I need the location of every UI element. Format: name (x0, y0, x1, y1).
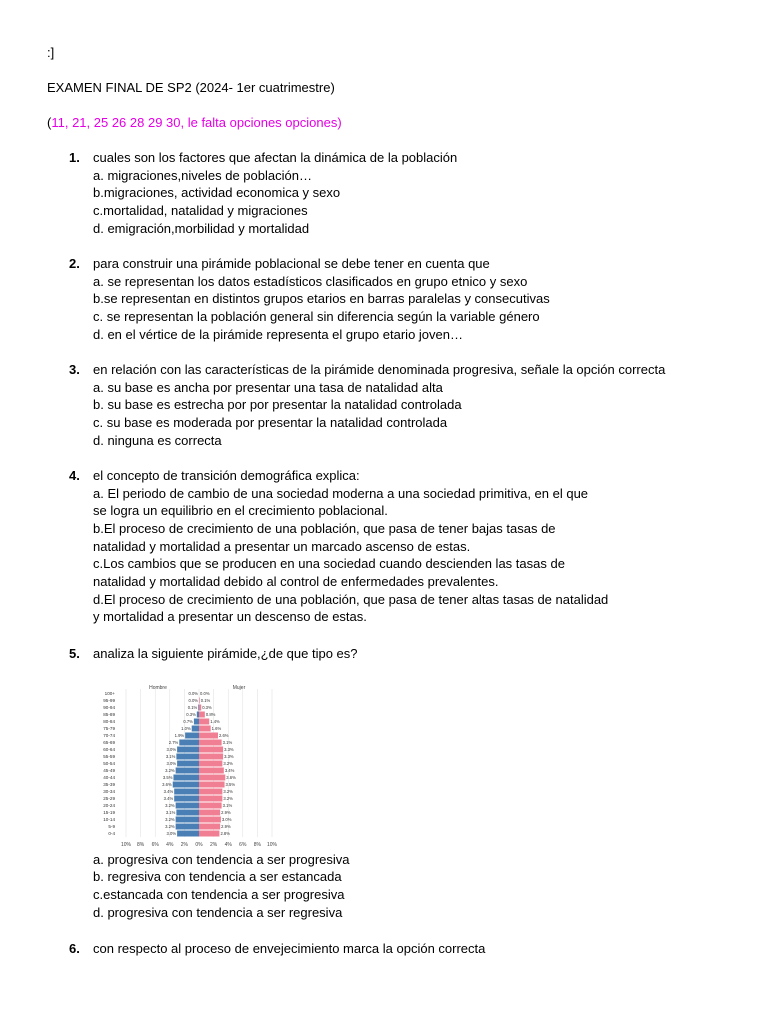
question-number: 6. (69, 941, 80, 956)
male-bar (197, 712, 199, 718)
header-note (47, 115, 342, 131)
male-value-label: 0.1% (187, 705, 198, 710)
male-bar (177, 747, 199, 753)
answer-option: d. emigración,morbilidad y mortalidad (93, 221, 310, 236)
answer-option: b. su base es estrecha por por presentar la natalidad controlada (93, 397, 462, 412)
answer-option: d.El proceso de crecimiento de una población, que pasa de tener altas tasas de natalidad (93, 592, 609, 607)
female-bar (199, 789, 222, 795)
female-bar (199, 698, 200, 704)
male-bar (192, 726, 199, 732)
male-value-label: 3.5% (162, 775, 173, 780)
answer-option: b.se representan en distintos grupos etarios en barras paralelas y consecutivas (93, 291, 550, 306)
age-group-label: 80-84 (103, 719, 115, 724)
answer-option: a. se representan los datos estadísticos clasificados en grupo etnico y sexo (93, 274, 528, 289)
question-text: analiza la siguiente pirámide,¿de que tipo es? (93, 646, 358, 661)
female-value-label: 0.3% (202, 705, 212, 710)
male-value-label: 3.4% (163, 796, 174, 801)
question-text: cuales son los factores que afectan la dinámica de la población (93, 150, 458, 165)
answer-option: c.estancada con tendencia a ser progresiva (93, 887, 345, 902)
age-group-label: 90-94 (103, 705, 115, 710)
male-value-label: 0.0% (188, 691, 198, 696)
answer-option: natalidad y mortalidad debido al control de enfermedades prevalentes. (93, 574, 499, 589)
answer-option: a. El periodo de cambio de una sociedad moderna a una sociedad primitiva, en el que (93, 486, 589, 501)
female-bar (199, 831, 219, 837)
x-tick-label: 8% (136, 842, 145, 848)
male-value-label: 3.2% (165, 768, 175, 773)
note-text: 11, 21, 25 26 28 29 30, le falta opciones opciones) (51, 115, 342, 130)
question-text: el concepto de transición demográfica explica: (93, 468, 360, 483)
male-value-label: 2.7% (168, 740, 179, 745)
x-tick-label: 0% (195, 842, 203, 848)
female-value-label: 3.1% (222, 740, 233, 745)
left-side-label: Hombre (149, 685, 167, 691)
male-bar (173, 775, 199, 781)
male-bar (185, 733, 199, 739)
male-bar (174, 789, 199, 795)
age-group-label: 85-89 (103, 712, 115, 717)
answer-option: b. regresiva con tendencia a ser estancada (93, 869, 342, 884)
answer-option: c.Los cambios que se producen en una sociedad cuando descienden las tasas de (93, 556, 565, 571)
male-bar (176, 803, 199, 809)
x-tick-label: 2% (209, 842, 218, 848)
male-value-label: 1.9% (174, 733, 185, 738)
question-number: 2. (69, 256, 80, 271)
female-bar (199, 796, 222, 802)
answer-option: b.migraciones, actividad economica y sexo (93, 185, 341, 200)
female-value-label: 3.6% (226, 775, 236, 780)
female-bar (199, 803, 222, 809)
female-value-label: 3.1% (222, 803, 233, 808)
female-value-label: 2.6% (218, 733, 229, 738)
x-tick-label: 8% (253, 842, 262, 848)
age-group-label: 70-74 (103, 733, 115, 738)
age-group-label: 60-64 (103, 747, 115, 752)
female-value-label: 3.2% (223, 796, 233, 801)
male-value-label: 3.2% (165, 824, 175, 829)
male-bar (177, 831, 199, 837)
question-text: en relación con las características de la pirámide denominada progresiva, señale la opción correcta (93, 362, 666, 377)
female-value-label: 0.0% (200, 691, 210, 696)
answer-option: y mortalidad a presentar un descenso de estas. (93, 609, 367, 624)
male-bar (176, 768, 199, 774)
answer-option: a. migraciones,niveles de población… (93, 168, 312, 183)
female-bar (199, 740, 222, 746)
female-bar (199, 733, 218, 739)
male-bar (176, 817, 199, 823)
question-number: 1. (69, 150, 80, 165)
female-value-label: 2.9% (221, 824, 231, 829)
male-value-label: 3.1% (165, 810, 176, 815)
female-value-label: 0.1% (200, 698, 211, 703)
female-bar (199, 824, 220, 830)
male-bar (194, 719, 199, 725)
female-bar (199, 775, 225, 781)
header-marker: :] (47, 45, 55, 60)
female-bar (199, 761, 222, 767)
male-bar (176, 810, 199, 816)
answer-option: c.mortalidad, natalidad y migraciones (93, 203, 308, 218)
answer-option: natalidad y mortalidad a presentar un marcado ascenso de estas. (93, 539, 471, 554)
answer-option: a. su base es ancha por presentar una tasa de natalidad alta (93, 380, 443, 395)
pyramid-svg (93, 678, 283, 850)
age-group-label: 55-59 (103, 754, 115, 759)
female-value-label: 3.4% (224, 768, 235, 773)
male-bar (176, 754, 199, 760)
answer-option: c. se representan la población general sin diferencia según la variable género (93, 309, 540, 324)
male-value-label: 0.0% (188, 698, 198, 703)
female-bar (199, 817, 221, 823)
exam-title: EXAMEN FINAL DE SP2 (2024- 1er cuatrimestre) (47, 80, 335, 95)
question-number: 5. (69, 646, 80, 661)
male-value-label: 3.2% (165, 803, 175, 808)
female-value-label: 3.3% (224, 747, 234, 752)
male-value-label: 3.6% (162, 782, 172, 787)
x-tick-label: 6% (151, 842, 159, 848)
x-tick-label: 10% (266, 842, 278, 848)
male-value-label: 3.0% (166, 831, 177, 836)
male-bar (174, 796, 199, 802)
female-value-label: 3.2% (223, 789, 233, 794)
male-bar (179, 740, 199, 746)
female-value-label: 3.5% (225, 782, 236, 787)
x-tick-label: 4% (224, 842, 232, 848)
age-group-label: 0-4 (108, 831, 115, 836)
male-value-label: 3.1% (165, 754, 176, 759)
answer-option: c. su base es moderada por presentar la natalidad controlada (93, 415, 448, 430)
age-group-label: 35-39 (103, 782, 115, 787)
note-open-paren: ( (47, 115, 52, 130)
age-group-label: 20-24 (103, 803, 115, 808)
age-group-label: 50-54 (103, 761, 115, 766)
age-group-label: 95-99 (103, 698, 115, 703)
answer-option: d. ninguna es correcta (93, 433, 222, 448)
female-bar (199, 705, 201, 711)
x-tick-label: 6% (239, 842, 247, 848)
answer-option: d. en el vértice de la pirámide representa el grupo etario joven… (93, 327, 463, 342)
age-group-label: 15-19 (103, 810, 115, 815)
female-bar (199, 747, 223, 753)
age-group-label: 75-79 (103, 726, 115, 731)
x-tick-label: 10% (120, 842, 132, 848)
female-bar (199, 768, 224, 774)
female-bar (199, 754, 223, 760)
male-bar (176, 824, 199, 830)
answer-option: b.El proceso de crecimiento de una población, que pasa de tener bajas tasas de (93, 521, 556, 536)
male-value-label: 0.7% (183, 719, 193, 724)
question-number: 4. (69, 468, 80, 483)
x-tick-label: 4% (166, 842, 174, 848)
answer-option: se logra un equilibrio en el crecimiento poblacional. (93, 503, 388, 518)
male-value-label: 0.3% (186, 712, 196, 717)
female-value-label: 3.0% (221, 817, 232, 822)
age-group-label: 65-69 (103, 740, 115, 745)
age-group-label: 100+ (104, 691, 115, 696)
question-text: para construir una pirámide poblacional se debe tener en cuenta que (93, 256, 490, 271)
male-value-label: 1.0% (181, 726, 191, 731)
female-value-label: 1.6% (211, 726, 222, 731)
female-bar (199, 712, 205, 718)
female-bar (199, 719, 209, 725)
age-group-label: 5-9 (108, 824, 115, 829)
female-value-label: 3.3% (224, 754, 234, 759)
age-group-label: 40-44 (103, 775, 115, 780)
answer-option: d. progresiva con tendencia a ser regresiva (93, 905, 343, 920)
female-bar (199, 810, 220, 816)
male-value-label: 3.0% (166, 761, 177, 766)
female-value-label: 3.2% (223, 761, 233, 766)
female-value-label: 2.8% (220, 831, 230, 836)
male-value-label: 3.4% (163, 789, 174, 794)
female-value-label: 2.9% (221, 810, 231, 815)
x-tick-label: 2% (180, 842, 189, 848)
age-group-label: 45-49 (103, 768, 115, 773)
age-group-label: 30-34 (103, 789, 115, 794)
question-text: con respecto al proceso de envejecimiento marca la opción correcta (93, 941, 486, 956)
population-pyramid-chart (93, 678, 283, 850)
female-bar (199, 726, 211, 732)
female-value-label: 1.4% (210, 719, 220, 724)
male-value-label: 3.2% (165, 817, 175, 822)
age-group-label: 25-29 (103, 796, 115, 801)
male-bar (173, 782, 199, 788)
male-bar (198, 705, 199, 711)
female-bar (199, 782, 225, 788)
right-side-label: Mujer (232, 685, 246, 691)
female-value-label: 0.8% (205, 712, 216, 717)
male-value-label: 3.0% (166, 747, 177, 752)
male-bar (177, 761, 199, 767)
age-group-label: 10-14 (103, 817, 115, 822)
question-number: 3. (69, 362, 80, 377)
answer-option: a. progresiva con tendencia a ser progresiva (93, 852, 350, 867)
